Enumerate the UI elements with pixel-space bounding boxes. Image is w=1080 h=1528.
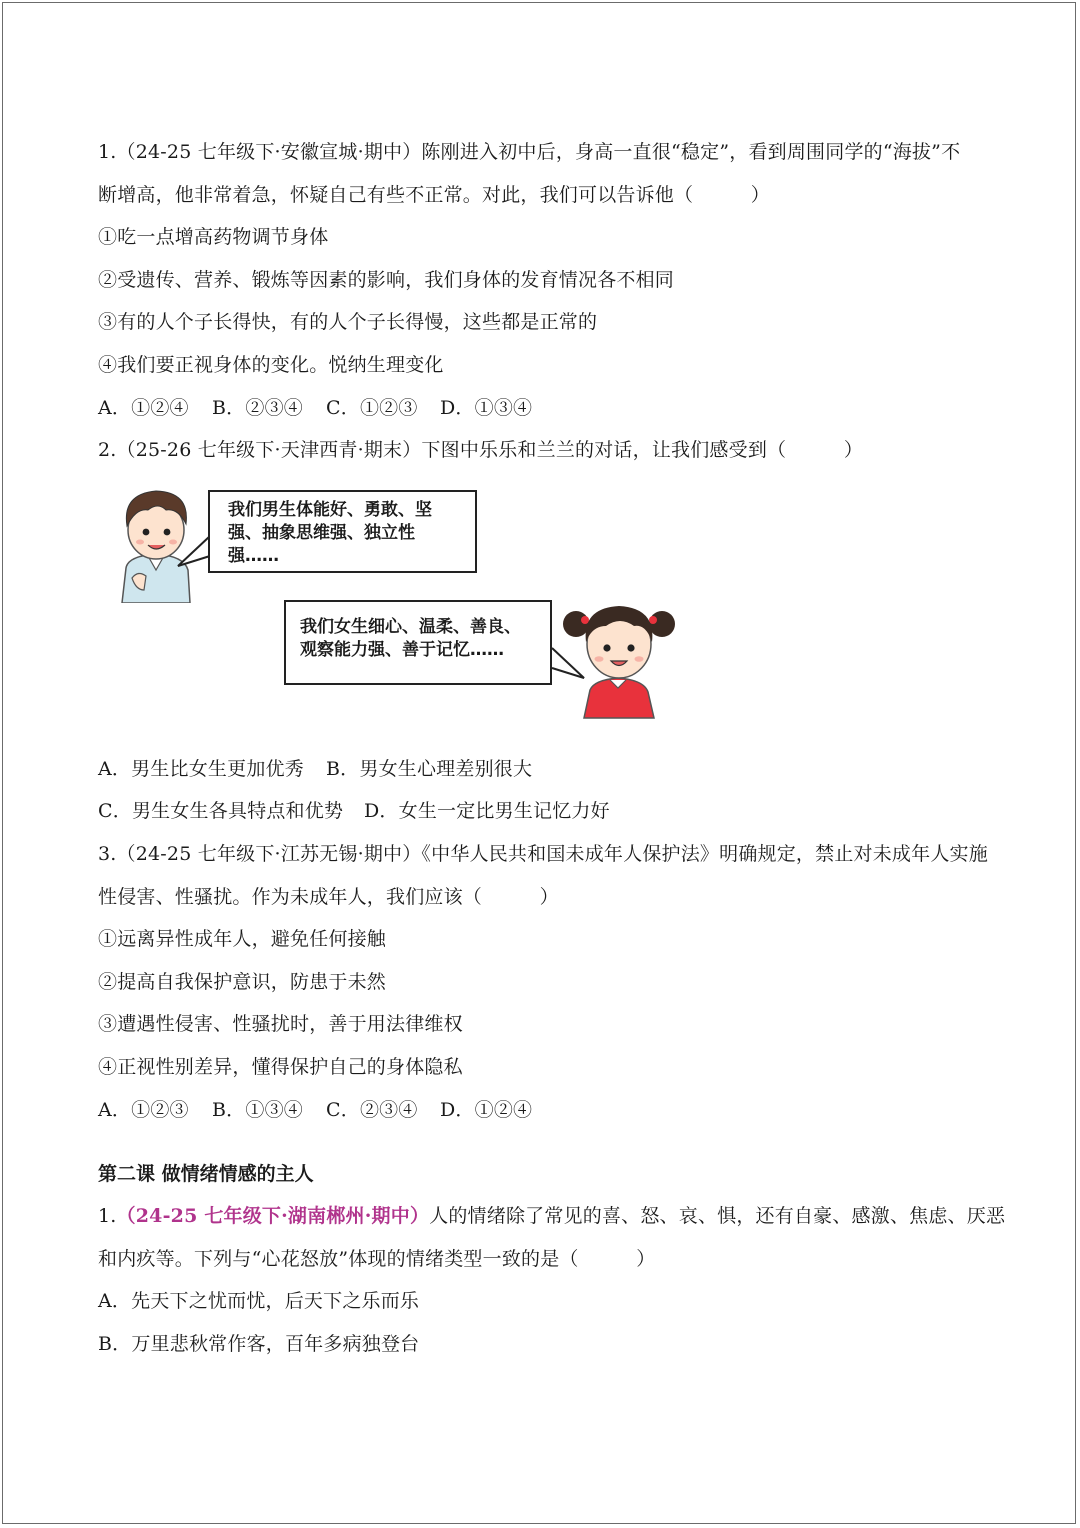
question-3-option-a[interactable]: A．①②③ (98, 1098, 189, 1121)
question-2-option-d[interactable]: D．女生一定比男生记忆力好 (364, 800, 610, 823)
dialogue-illustration (98, 478, 988, 740)
question-2 (98, 429, 988, 833)
girl-speech-bubble (284, 600, 552, 685)
question-1-option-a[interactable]: A．①②④ (98, 396, 189, 419)
question-3-item-1: ①远离异性成年人，避免任何接触 (98, 928, 387, 951)
question-1-item-3: ③有的人个子长得快，有的人个子长得慢，这些都是正常的 (98, 311, 598, 334)
question-2-stem: 2.（25-26 七年级下·天津西青·期末）下图中乐乐和兰兰的对话，让我们感受到（ ） (98, 439, 864, 462)
section-2-question-1-stem-line-2: 和内疚等。下列与“心花怒放”体现的情绪类型一致的是（ ） (98, 1247, 656, 1270)
girl-speech-line-2: 观察能力强、善于记忆…… (300, 639, 504, 660)
question-3-option-b[interactable]: B．①③④ (212, 1098, 303, 1121)
question-2-option-b[interactable]: B．男女生心理差别很大 (326, 757, 533, 780)
boy-speech-line-1: 我们男生体能好、勇敢、坚 (228, 499, 432, 520)
section-2-question-1-number: 1. (98, 1205, 117, 1228)
question-2-option-c[interactable]: C．男生女生各具特点和优势 (98, 800, 344, 823)
girl-figure (560, 590, 678, 720)
question-1-item-4: ④我们要正视身体的变化。悦纳生理变化 (98, 353, 444, 376)
question-3-option-c[interactable]: C．②③④ (326, 1098, 418, 1121)
question-3-item-4: ④正视性别差异，懂得保护自己的身体隐私 (98, 1055, 463, 1078)
question-1-item-2: ②受遗传、营养、锻炼等因素的影响，我们身体的发育情况各不相同 (98, 268, 675, 291)
question-3-item-2: ②提高自我保护意识，防患于未然 (98, 970, 387, 993)
question-3-option-d[interactable]: D．①②④ (440, 1098, 533, 1121)
section-2-question-1-source: （24-25 七年级下·湖南郴州·期中） (116, 1205, 430, 1228)
boy-speech-bubble (208, 490, 477, 573)
question-2-option-a[interactable]: A．男生比女生更加优秀 (98, 757, 304, 780)
question-3-item-3: ③遭遇性侵害、性骚扰时，善于用法律维权 (98, 1013, 463, 1036)
section-2-question-1-stem-text: 人的情绪除了常见的喜、怒、哀、惧，还有自豪、感激、焦虑、厌恶 (429, 1205, 1006, 1228)
question-1-stem-line-1: 1.（24-25 七年级下·安徽宣城·期中）陈刚进入初中后，身高一直很“稳定”，看到周围同学的“海拔”不 (98, 141, 961, 163)
question-1-option-d[interactable]: D．①③④ (440, 396, 533, 419)
question-1-options (98, 387, 988, 430)
question-1-stem-line-2: 断增高，他非常着急，怀疑自己有些不正常。对此，我们可以告诉他（ ） (98, 183, 771, 206)
section-2-question-1-option-b[interactable]: B．万里悲秋常作客，百年多病独登台 (98, 1332, 420, 1355)
section-2-title: 第二课 做情绪情感的主人 (98, 1163, 314, 1186)
section-2-question-1-option-a[interactable]: A．先天下之忧而忧，后天下之乐而乐 (98, 1290, 420, 1313)
question-1-option-c[interactable]: C．①②③ (326, 396, 418, 419)
section-2-question-1-stem-line-1 (98, 1195, 1006, 1238)
boy-speech-line-2: 强、抽象思维强、独立性 (228, 522, 415, 543)
question-1-option-b[interactable]: B．②③④ (212, 396, 303, 419)
document-content (98, 131, 1006, 1365)
question-3 (98, 833, 988, 1131)
question-2-options-row-2 (98, 790, 988, 833)
boy-bubble-tail (176, 534, 212, 568)
question-1-item-1: ①吃一点增高药物调节身体 (98, 226, 329, 249)
section-2-question-1 (98, 1195, 1006, 1365)
question-3-stem-line-2: 性侵害、性骚扰。作为未成年人，我们应该（ ） (98, 885, 559, 908)
girl-speech-line-1: 我们女生细心、温柔、善良、 (300, 616, 521, 637)
question-3-options (98, 1089, 988, 1132)
question-2-options-row-1 (98, 748, 988, 791)
question-1 (98, 131, 988, 429)
question-3-stem-line-1: 3.（24-25 七年级下·江苏无锡·期中）《中华人民共和国未成年人保护法》明确规定，禁止对未成年人实施 (98, 842, 988, 865)
boy-speech-line-3: 强…… (228, 545, 279, 566)
